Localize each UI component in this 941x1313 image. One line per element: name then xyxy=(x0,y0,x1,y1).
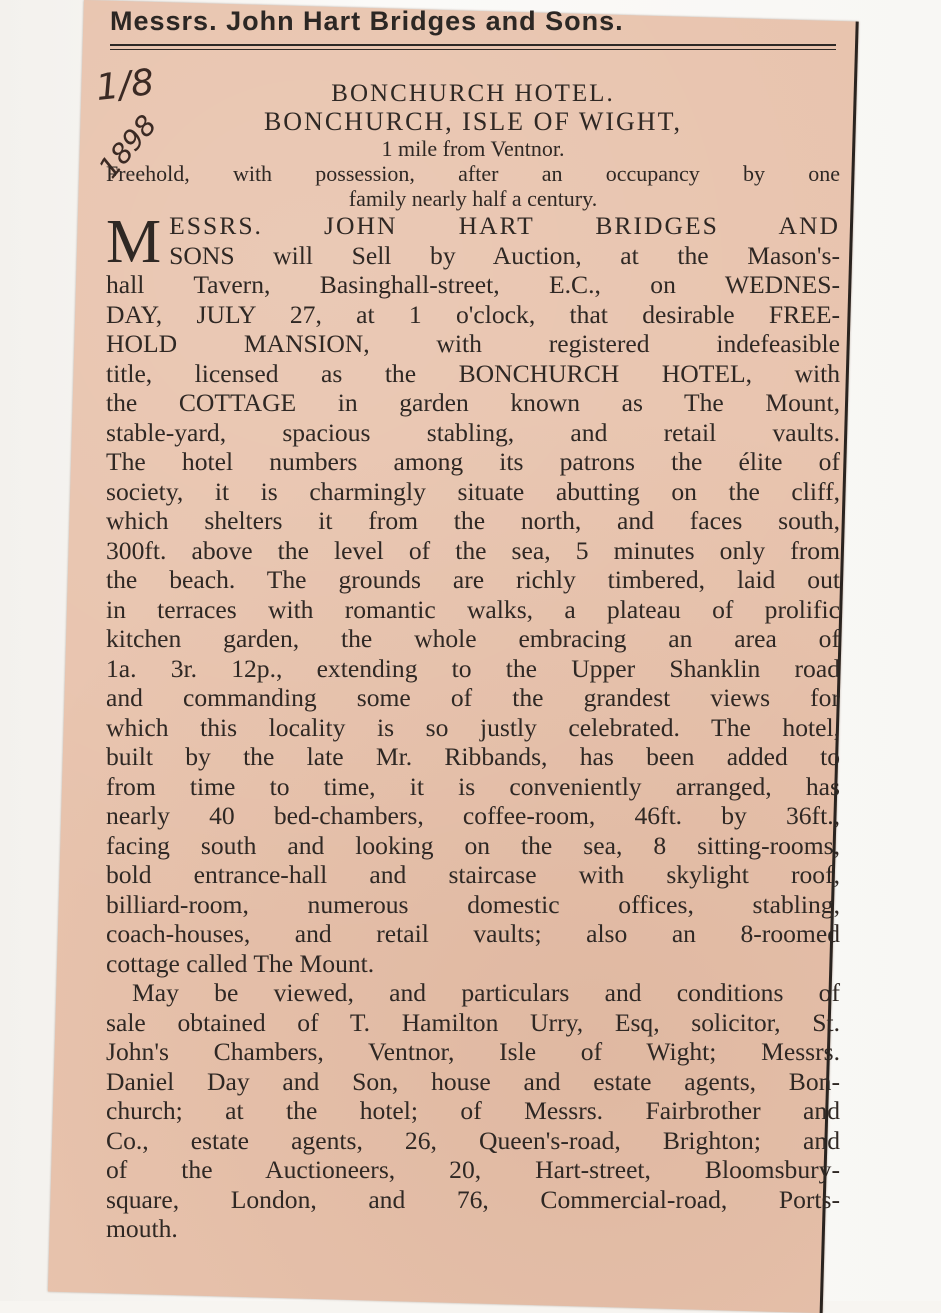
text-line: from time to time, it is conveniently arranged, has xyxy=(106,771,840,801)
text-line: title, licensed as the BONCHURCH HOTEL, with xyxy=(106,358,840,388)
distance-note: 1 mile from Ventnor. xyxy=(381,136,565,161)
advertisement-body xyxy=(106,52,840,1226)
text-line: The hotel numbers among its patrons the élite of xyxy=(106,447,840,476)
text-line xyxy=(106,1214,840,1226)
text-line: kitchen garden, the whole embracing an area of xyxy=(106,624,840,653)
text-line: sale obtained of T. Hamilton Urry, Esq, solicitor, St. xyxy=(106,1007,840,1037)
text-line: DAY, JULY 27, at 1 o'clock, that desirable FREE- xyxy=(106,299,840,329)
text-line: ESSRS. JOHN HART BRIDGES AND xyxy=(169,211,840,240)
text-line: John's Chambers, Ventnor, Isle of Wight; Messrs. xyxy=(106,1037,840,1066)
tenure-line-2: family nearly half a century. xyxy=(348,186,598,211)
text-line: SONS will Sell by Auction, at the Mason's- xyxy=(169,240,840,270)
text-line: Daniel Day and Son, house and estate agents, Bon- xyxy=(106,1066,840,1096)
advertiser-header: Messrs. John Hart Bridges and Sons. xyxy=(110,6,624,36)
text-line: the beach. The grounds are richly timbered, laid out xyxy=(106,565,840,594)
text-line: stable-yard, spacious stabling, and retail vaults. xyxy=(106,417,840,447)
header-rule-thin xyxy=(110,49,836,50)
text-line: coach-houses, and retail vaults; also an 8-roomed xyxy=(106,919,840,948)
text-line: bold entrance-hall and staircase with skylight roof, xyxy=(106,860,840,889)
text-line: built by the late Mr. Ribbands, has been added to xyxy=(106,742,840,771)
handwritten-year: 1898 xyxy=(92,108,164,185)
text-line: society, it is charmingly situate abutting on the cliff, xyxy=(106,476,840,506)
text-line: the COTTAGE in garden known as The Mount, xyxy=(106,388,840,417)
hotel-title: BONCHURCH HOTEL. xyxy=(331,80,615,107)
tenure-line-1: Freehold, with possession, after an occupancy by one xyxy=(106,161,840,186)
auction-text xyxy=(106,208,840,1226)
text-line: church; at the hotel; of Messrs. Fairbrother and xyxy=(106,1096,840,1125)
text-line: square, London, and 76, Commercial-road, Ports- xyxy=(106,1184,840,1214)
text-line: May be viewed, and particulars and conditions of xyxy=(132,978,840,1007)
text-line: 300ft. above the level of the sea, 5 minutes only from xyxy=(106,535,840,565)
text-line: cottage called The Mount. xyxy=(106,948,375,978)
text-line: facing south and looking on the sea, 8 sitting-rooms, xyxy=(106,830,840,860)
text-line: 1a. 3r. 12p., extending to the Upper Shanklin road xyxy=(106,653,840,683)
text-line: of the Auctioneers, 20, Hart-street, Bloomsbury- xyxy=(106,1155,840,1184)
text-line: Co., estate agents, 26, Queen's-road, Brighton; and xyxy=(106,1125,840,1155)
text-line: in terraces with romantic walks, a plateau of prolific xyxy=(106,594,840,624)
header-rule xyxy=(110,44,836,46)
text-line: billiard-room, numerous domestic offices, stabling, xyxy=(106,889,840,919)
text-line: HOLD MANSION, with registered indefeasible xyxy=(106,329,840,358)
drop-cap: M xyxy=(106,208,162,276)
text-line: nearly 40 bed-chambers, coffee-room, 46ft. by 36ft., xyxy=(106,801,840,830)
text-line: which this locality is so justly celebrated. The hotel, xyxy=(106,712,840,742)
text-line: hall Tavern, Basinghall-street, E.C., on WEDNES- xyxy=(106,270,840,299)
text-line: and commanding some of the grandest views for xyxy=(106,683,840,712)
text-line: which shelters it from the north, and faces south, xyxy=(106,506,840,535)
hotel-location: BONCHURCH, ISLE OF WIGHT, xyxy=(263,107,683,136)
handwritten-ref: 1/8 xyxy=(94,62,156,109)
